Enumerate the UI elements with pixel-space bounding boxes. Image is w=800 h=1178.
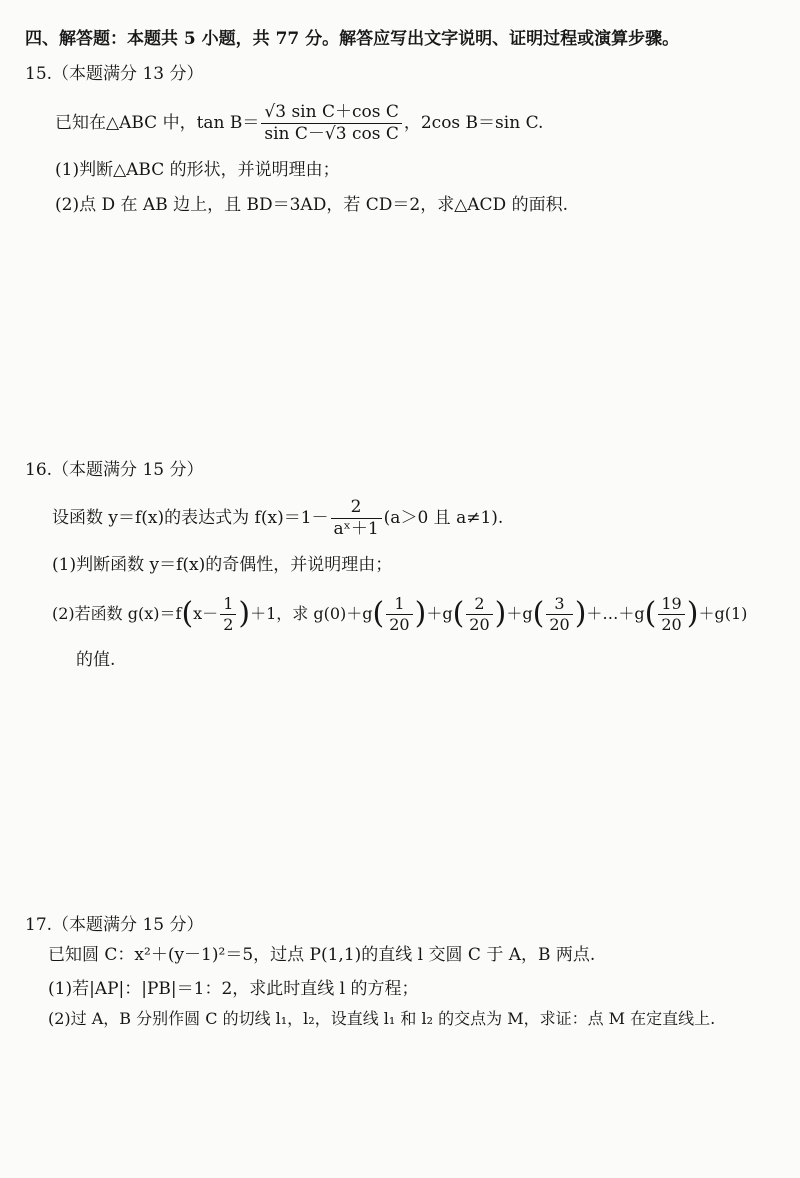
plus-g: ＋g [506, 604, 533, 623]
q16-half [220, 593, 236, 634]
open-paren: ( [452, 596, 465, 631]
q16-part2-end: 的值. [76, 650, 116, 670]
q17-stem: 已知圆 C：x²＋(y－1)²＝5，过点 P(1,1)的直线 l 交圆 C 于 A，B 两点. [48, 945, 596, 965]
frac-num: 2 [466, 596, 492, 615]
frac-3-20 [546, 593, 572, 634]
q15-frac-den: sin C－√3 cos C [264, 123, 399, 144]
q17-part2: (2)过 A，B 分别作圆 C 的切线 l₁，l₂，设直线 l₁ 和 l₂ 的交点为 M，求证：点 M 在定直线上. [48, 1009, 716, 1028]
q16-part2 [52, 588, 747, 640]
plus-g: ＋g [426, 604, 453, 623]
frac-19-20 [658, 593, 684, 634]
frac-num: 1 [386, 596, 412, 615]
q16-fraction [331, 496, 382, 539]
q16-part1: (1)判断函数 y＝f(x)的奇偶性，并说明理由； [52, 555, 393, 575]
q16-tail: ＋g(1) [698, 604, 748, 623]
q16-number: 16.（本题满分 15 分） [25, 460, 204, 480]
q15-fraction [261, 101, 401, 144]
q17-part1: (1)若|AP|：|PB|＝1：2，求此时直线 l 的方程； [48, 979, 419, 999]
open-paren: ( [644, 596, 657, 631]
q16-stem-prefix: 设函数 y＝f(x)的表达式为 f(x)＝1－ [52, 507, 329, 528]
frac-den: 20 [661, 614, 682, 634]
q15-part1: (1)判断△ABC 的形状，并说明理由； [55, 160, 340, 180]
close-paren: ) [574, 596, 587, 631]
frac-num: 3 [546, 596, 572, 615]
frac-2-20 [466, 593, 492, 634]
frac-1-20 [386, 593, 412, 634]
q15-part2: (2)点 D 在 AB 边上，且 BD＝3AD，若 CD＝2，求△ACD 的面积. [55, 195, 568, 215]
q17-number: 17.（本题满分 15 分） [25, 915, 204, 935]
q16-part2-c: ＋1，求 g(0)＋g [250, 604, 373, 623]
q16-frac-den: aˣ＋1 [333, 518, 379, 539]
frac-den: 20 [549, 614, 570, 634]
q16-stem [52, 492, 503, 544]
close-paren: ) [686, 596, 699, 631]
open-paren: ( [532, 596, 545, 631]
frac-den: 20 [389, 614, 410, 634]
close-paren: ) [238, 596, 251, 631]
q15-number: 15.（本题满分 13 分） [25, 64, 204, 84]
frac-num: 19 [658, 596, 684, 615]
q15-stem-suffix: ，2cos B＝sin C. [403, 112, 544, 133]
section-heading: 四、解答题：本题共 5 小题，共 77 分。解答应写出文字说明、证明过程或演算步骤。 [25, 29, 680, 49]
dots-g: ＋…＋g [586, 604, 645, 623]
q16-part2-a: (2)若函数 g(x)＝f [52, 604, 182, 623]
q15-stem-prefix: 已知在△ABC 中，tan B＝ [55, 112, 260, 133]
q15-stem [55, 97, 543, 149]
half-num: 1 [220, 596, 236, 615]
close-paren: ) [414, 596, 427, 631]
q15-frac-num: √3 sin C＋cos C [261, 104, 401, 124]
q16-frac-num: 2 [331, 499, 382, 519]
open-paren: ( [181, 596, 194, 631]
q16-stem-suffix: (a＞0 且 a≠1). [383, 507, 504, 528]
close-paren: ) [494, 596, 507, 631]
open-paren: ( [372, 596, 385, 631]
frac-den: 20 [469, 614, 490, 634]
half-den: 2 [223, 614, 234, 634]
q16-part2-b: x－ [193, 604, 219, 623]
